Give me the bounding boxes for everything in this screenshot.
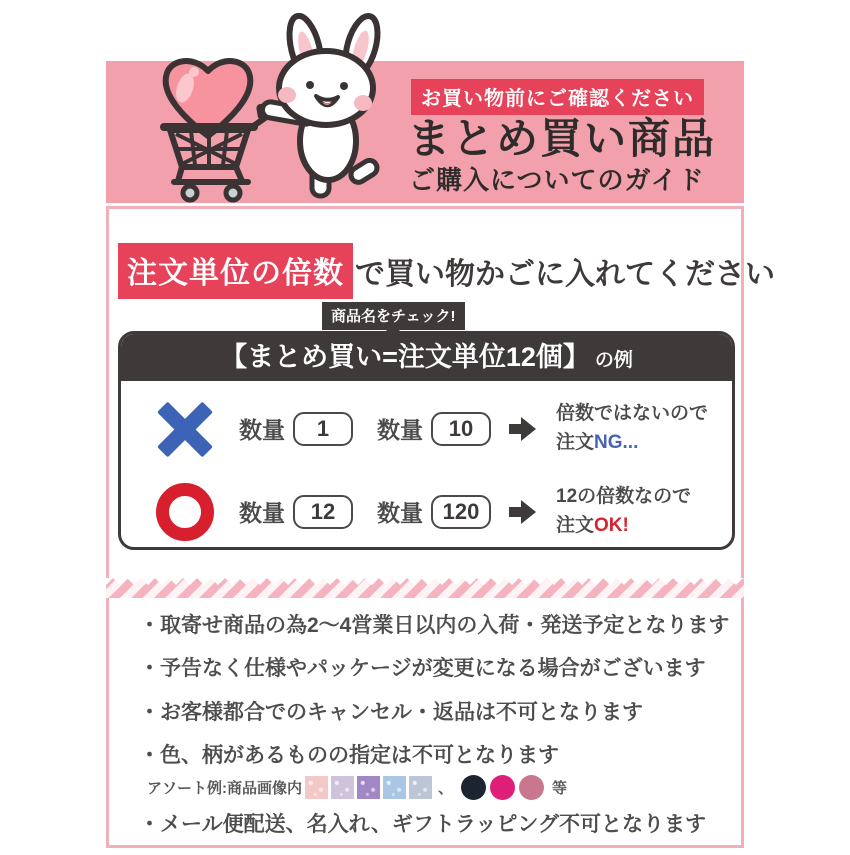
note-item: ・取寄せ商品の為2〜4営業日以内の入荷・発送予定となります bbox=[139, 614, 730, 637]
arrow-right-icon bbox=[509, 417, 536, 441]
glitter-swatch bbox=[383, 776, 406, 799]
product-name-tooltip: 商品名をチェック! bbox=[322, 302, 465, 330]
instruction-line bbox=[118, 243, 775, 299]
washi-tape-divider bbox=[106, 578, 744, 600]
color-dot bbox=[461, 775, 486, 800]
assort-example-line bbox=[147, 775, 731, 800]
note-item: ・予告なく仕様やパッケージが変更になる場合がございます bbox=[139, 657, 706, 681]
pre-purchase-badge: お買い物前にご確認ください bbox=[411, 79, 704, 115]
qty-label: 数量 bbox=[377, 417, 423, 443]
glitter-swatch bbox=[305, 776, 328, 799]
result-line1: 12の倍数なので bbox=[556, 486, 692, 507]
color-dot bbox=[519, 775, 544, 800]
instruction-highlight: 注文単位の倍数 bbox=[118, 243, 353, 299]
qty-value-box: 120 bbox=[431, 495, 491, 529]
example-box-header bbox=[121, 334, 732, 381]
qty-label: 数量 bbox=[239, 500, 285, 526]
assort-suffix: 等 bbox=[552, 780, 568, 797]
page-subtitle: ご購入についてのガイド bbox=[409, 165, 705, 195]
example-row-ng bbox=[121, 387, 732, 470]
color-dot bbox=[490, 775, 515, 800]
example-header-main: 【まとめ買い=注文単位12個】 bbox=[220, 342, 590, 372]
glitter-swatch bbox=[331, 776, 354, 799]
note-item: ・色、柄があるものの指定は不可となります bbox=[139, 743, 559, 767]
assort-prefix: アソート例:商品画像内 bbox=[147, 780, 302, 797]
page-title: まとめ買い商品 bbox=[408, 115, 717, 162]
assort-comma: 、 bbox=[438, 780, 454, 797]
glitter-swatch bbox=[357, 776, 380, 799]
arrow-right-icon bbox=[509, 500, 536, 524]
result-prefix: 注文 bbox=[556, 514, 595, 536]
qty-value-box: 10 bbox=[431, 412, 491, 446]
glitter-swatch bbox=[409, 776, 432, 799]
result-line1: 倍数ではないので bbox=[556, 403, 709, 424]
example-header-suffix: の例 bbox=[594, 350, 633, 371]
result-status-ng: NG... bbox=[594, 431, 639, 453]
example-box bbox=[118, 331, 735, 550]
result-status-ok: OK! bbox=[594, 514, 629, 536]
note-item: ・メール便配送、名入れ、ギフトラッピング不可となります bbox=[139, 813, 706, 836]
notes-list bbox=[139, 613, 731, 855]
result-text-ok bbox=[556, 483, 691, 540]
note-item: ・お客様都合でのキャンセル・返品は不可となります bbox=[139, 700, 643, 724]
ok-circle-icon bbox=[156, 483, 214, 541]
instruction-rest: で買い物かごに入れてください bbox=[355, 258, 775, 291]
result-text-ng bbox=[556, 400, 708, 457]
qty-label: 数量 bbox=[239, 417, 285, 443]
ng-cross-icon bbox=[155, 399, 215, 459]
example-row-ok bbox=[121, 470, 732, 550]
result-prefix: 注文 bbox=[556, 431, 595, 453]
rabbit-cart-illustration bbox=[156, 6, 414, 208]
qty-value-box: 12 bbox=[293, 495, 353, 529]
qty-label: 数量 bbox=[377, 500, 423, 526]
qty-value-box: 1 bbox=[293, 412, 353, 446]
